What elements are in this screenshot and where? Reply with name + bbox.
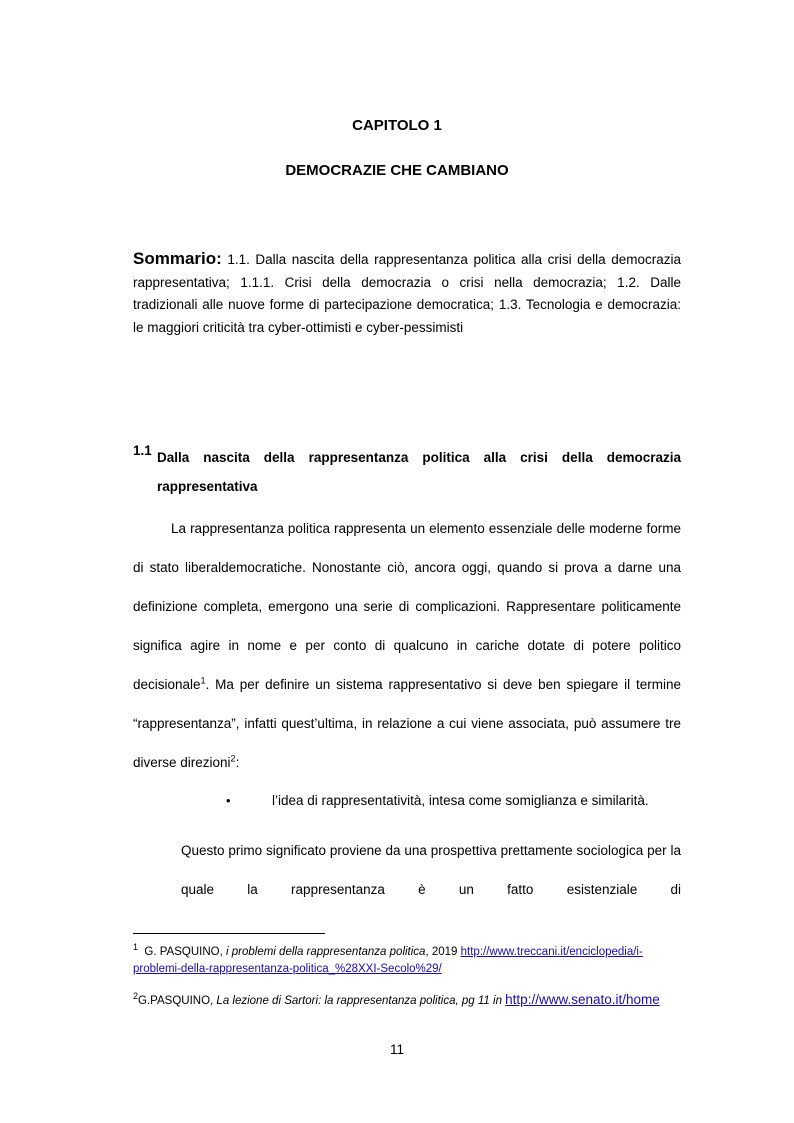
footnote-ref-1[interactable]: 1 xyxy=(200,675,206,686)
summary-text: 1.1. Dalla nascita della rappresentanza politica alla crisi della democrazia rappresentativa; 1.1.1. Crisi della democrazia o crisi nella democrazia; 1.2. Dalle tradizionali alle nuove forme di partecipazione democratica; 1.3. Tecnologia e democrazia: le maggiori criticità tra cyber-ottimisti e cyber-pessimisti xyxy=(133,252,681,335)
footnote-2 xyxy=(133,991,681,1010)
summary-label: Sommario: xyxy=(133,249,222,268)
footnote-1 xyxy=(133,944,681,978)
footnote-1-year: , 2019 xyxy=(425,946,458,958)
footnote-ref-2[interactable]: 2 xyxy=(230,753,236,764)
footnote-2-title: La lezione di Sartori: la rappresentanza politica, pg 11 in xyxy=(216,995,502,1007)
body-paragraph xyxy=(133,509,681,782)
footnote-2-mark: 2 xyxy=(133,991,139,1002)
section-title: Dalla nascita della rappresentanza politica alla crisi della democrazia rappresentativa xyxy=(157,450,681,494)
body-text-part1: La rappresentanza politica rappresenta un elemento essenziale delle moderne forme di stato liberaldemocratiche. Nonostante ciò, ancora oggi, quando si prova a darne una definizione completa, emergono una serie di complicazioni. Rappresentare politicamente significa agire in nome e per conto di qualcuno in cariche dotate di potere politico decisionale xyxy=(133,521,681,692)
bullet-text: l’idea di rappresentatività, intesa come somiglianza e similarità. xyxy=(272,793,649,808)
footnote-1-author: G. PASQUINO, xyxy=(144,946,223,958)
footnote-1-link[interactable]: http://www.treccani.it/enciclopedia/i-problemi-della-rappresentanza-politica_%28XXI-Secolo%29/ xyxy=(133,946,643,975)
summary xyxy=(133,248,681,339)
page-number: 11 xyxy=(389,1042,404,1057)
chapter-title: DEMOCRAZIE CHE CAMBIANO xyxy=(285,162,509,179)
body-text-part3: : xyxy=(235,755,240,770)
bullet-icon: • xyxy=(226,793,231,808)
chapter-number: CAPITOLO 1 xyxy=(352,117,442,134)
footnote-1-mark: 1 xyxy=(133,942,139,953)
footnote-2-link[interactable]: http://www.senato.it/home xyxy=(505,992,660,1007)
footnote-2-author: G.PASQUINO, xyxy=(138,995,214,1007)
section-number: 1.1 xyxy=(133,443,152,458)
footnote-1-title: i problemi della rappresentanza politica xyxy=(226,946,426,958)
body-text-part2: . Ma per definire un sistema rappresentativo si deve ben spiegare il termine “rappresentanza”, infatti quest’ultima, in relazione a cui viene associata, può assumere tre diverse direzioni xyxy=(133,677,681,770)
footnote-divider xyxy=(133,933,325,934)
bullet-continuation: Questo primo significato proviene da una prospettiva prettamente sociologica per la quale la rappresentanza è un fatto esistenziale di xyxy=(181,843,681,897)
